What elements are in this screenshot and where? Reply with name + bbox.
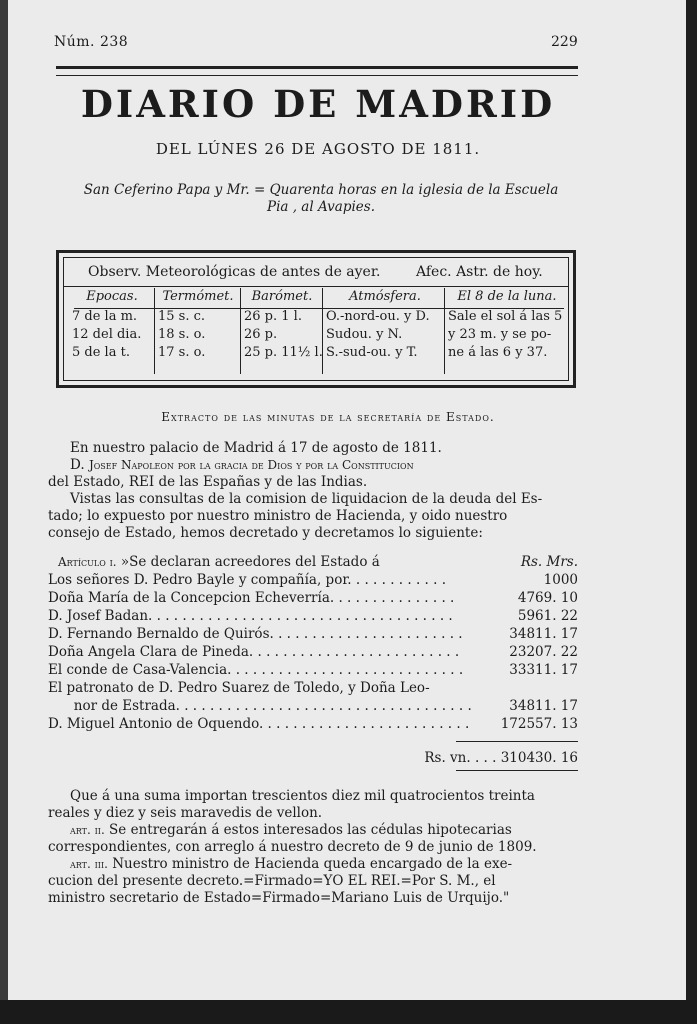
ledger-row — [48, 607, 578, 625]
closing-line: correspondientes, con arreglo á nuestro decreto de 9 de junio de 1809. — [48, 839, 537, 855]
col-header-epocas: Epocas. — [86, 289, 138, 304]
ledger-row — [48, 589, 578, 607]
col-header-termometro: Termómet. — [162, 289, 234, 304]
section-title: Extracto de las minutas de la secretaría de Estado. — [161, 410, 495, 424]
weather-col-divider — [444, 288, 445, 374]
creditor-name: D. Fernando Bernaldo de Quirós. . . . . . . . . . . . . . . . . . . . . . . — [48, 626, 463, 642]
ledger-row — [48, 697, 578, 715]
closing-line: ministro secretario de Estado=Firmado=Mariano Luis de Urquijo." — [48, 890, 510, 906]
article-label: Artículo i. — [58, 555, 117, 569]
ledger-row — [48, 643, 578, 661]
issue-number: Núm. 238 — [54, 34, 129, 50]
ledger-total: Rs. vn. . . . 310430. 16 — [424, 750, 578, 766]
ledger-row — [48, 679, 578, 697]
weather-cell: Sudou. y N. — [326, 327, 403, 342]
ledger-row — [48, 571, 578, 589]
weather-cell: 12 del dia. — [72, 327, 142, 342]
weather-col-barometro — [244, 288, 323, 374]
intro-line: Vistas las consultas de la comision de liquidacion de la deuda del Es- — [70, 491, 543, 507]
intro-line: En nuestro palacio de Madrid á 17 de agosto de 1811. — [70, 440, 442, 456]
creditor-name: Doña María de la Concepcion Echeverría. . . . . . . . . . . . . . . — [48, 590, 455, 606]
ledger-header-row — [48, 553, 578, 571]
creditor-name: Doña Angela Clara de Pineda. . . . . . . . . . . . . . . . . . . . . . . . . — [48, 644, 460, 660]
creditor-amount: 5961. 22 — [517, 608, 578, 624]
total-rule-top — [456, 741, 578, 742]
creditor-amount: 4769. 10 — [517, 590, 578, 606]
creditor-name: El patronato de D. Pedro Suarez de Toledo, y Doña Leo- — [48, 680, 430, 696]
weather-cell: 18 s. o. — [158, 327, 206, 342]
page-right-edge — [686, 0, 697, 1024]
intro-line — [48, 457, 578, 474]
dateline: DEL LÚNES 26 DE AGOSTO DE 1811. — [155, 140, 481, 158]
ledger-row — [48, 715, 578, 733]
weather-cell: 25 p. 11½ l. — [244, 345, 323, 360]
creditor-amount: 23207. 22 — [509, 644, 578, 660]
closing-line: cucion del presente decreto.=Firmado=YO EL REI.=Por S. M., el — [48, 873, 496, 889]
creditor-amount: 172557. 13 — [500, 716, 578, 732]
closing-line — [48, 856, 578, 873]
weather-col-divider — [322, 288, 323, 374]
closing-line: Que á una suma importan trescientos diez mil quatrocientos treinta — [70, 788, 535, 804]
weather-cell: 15 s. c. — [158, 309, 206, 324]
weather-cell: 26 p. — [244, 327, 278, 342]
total-rule-bottom — [456, 770, 578, 771]
weather-cell: ne á las 6 y 37. — [448, 345, 548, 360]
ledger-row — [48, 661, 578, 679]
closing-line — [48, 822, 578, 839]
page-bottom-edge — [0, 1000, 697, 1024]
intro-line: consejo de Estado, hemos decretado y decretamos lo siguiente: — [48, 525, 483, 541]
weather-heading-left: Observ. Meteorológicas de antes de ayer. — [88, 264, 381, 280]
masthead-title: DIARIO DE MADRID — [80, 82, 556, 126]
article-text: »Se declaran acreedores del Estado á — [120, 554, 380, 570]
ledger-article-line — [58, 553, 380, 571]
article-text: Se entregarán á estos interesados las cédulas hipotecarias — [104, 822, 512, 838]
weather-cell: 7 de la m. — [72, 309, 138, 324]
saints-of-the-day — [66, 178, 576, 215]
weather-cell: 26 p. 1 l. — [244, 309, 302, 324]
creditor-name: D. Miguel Antonio de Oquendo. . . . . . . . . . . . . . . . . . . . . . . . . — [48, 716, 470, 732]
saints-line-1: San Ceferino Papa y Mr. = Quarenta horas en la iglesia de la Escuela — [83, 182, 559, 198]
creditor-name: D. Josef Badan. . . . . . . . . . . . . . . . . . . . . . . . . . . . . . . . . . . . — [48, 608, 453, 624]
creditor-amount: 33311. 17 — [509, 662, 578, 678]
currency-header: Rs. Mrs. — [520, 554, 578, 570]
intro-line: tado; lo expuesto por nuestro ministro de Hacienda, y oido nuestro — [48, 508, 508, 524]
intro-line-smallcaps: Josef Napoleon por la gracia de Dios y por la Constitucion — [88, 458, 414, 472]
masthead-rule — [56, 66, 578, 76]
ledger-row — [48, 625, 578, 643]
weather-cell: y 23 m. y se po- — [448, 327, 552, 342]
col-header-barometro: Barómet. — [251, 289, 313, 304]
saints-line-2: Pia , al Avapies. — [266, 199, 376, 215]
creditor-name: El conde de Casa-Valencia. . . . . . . . . . . . . . . . . . . . . . . . . . . . — [48, 662, 464, 678]
weather-col-termometro — [158, 288, 238, 374]
weather-heading-right: Afec. Astr. de hoy. — [416, 264, 543, 280]
page-number: 229 — [551, 34, 578, 50]
closing-paragraph — [48, 788, 578, 907]
weather-cell: 5 de la t. — [72, 345, 130, 360]
creditor-amount: 34811. 17 — [509, 698, 578, 714]
weather-heading-rule — [64, 286, 568, 287]
weather-cell: Sale el sol á las 5 — [448, 309, 563, 324]
creditor-name: nor de Estrada. . . . . . . . . . . . . . . . . . . . . . . . . . . . . . . . . . . — [48, 698, 472, 714]
weather-cell: O.-nord-ou. y D. — [326, 309, 430, 324]
creditor-ledger — [48, 553, 578, 733]
weather-col-atmosfera — [326, 288, 444, 374]
weather-col-divider — [154, 288, 155, 374]
article-label: art. ii. — [70, 823, 105, 837]
weather-col-divider — [240, 288, 241, 374]
weather-cell: 17 s. o. — [158, 345, 206, 360]
newspaper-page — [8, 0, 688, 1000]
closing-line: reales y diez y seis maravedis de vellon. — [48, 805, 323, 821]
intro-line-prefix: D. — [70, 457, 89, 473]
page-gutter — [0, 0, 8, 1024]
weather-col-luna — [448, 288, 566, 374]
col-header-luna: El 8 de la luna. — [457, 289, 557, 304]
intro-line: del Estado, REI de las Españas y de las Indias. — [48, 474, 368, 490]
weather-cell: S.-sud-ou. y T. — [326, 345, 418, 360]
creditor-name: Los señores D. Pedro Bayle y compañía, por. . . . . . . . . . . . — [48, 572, 446, 588]
col-header-atmosfera: Atmósfera. — [349, 289, 421, 304]
article-text: Nuestro ministro de Hacienda queda encargado de la exe- — [107, 856, 513, 872]
weather-col-epocas — [72, 288, 152, 374]
article-label: art. iii. — [70, 857, 108, 871]
weather-table — [56, 250, 576, 388]
creditor-amount: 34811. 17 — [509, 626, 578, 642]
creditor-amount: 1000 — [543, 572, 578, 588]
intro-paragraph — [48, 440, 578, 542]
weather-table-inner — [63, 257, 569, 381]
